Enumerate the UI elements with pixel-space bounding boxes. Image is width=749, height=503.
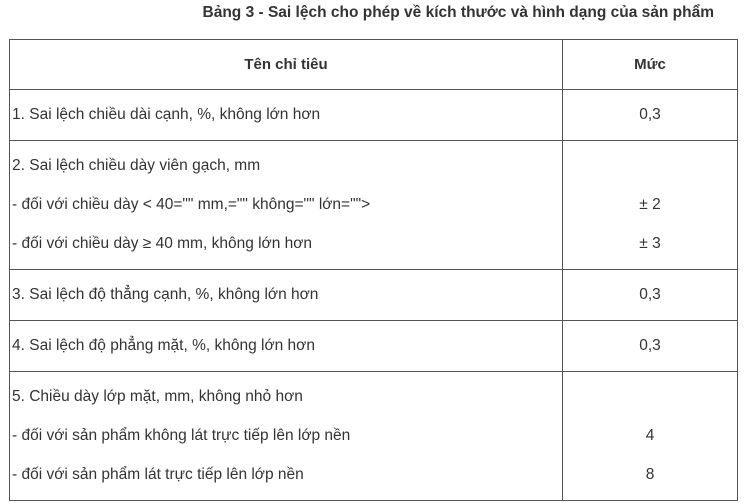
blank-level: [563, 377, 737, 416]
row-level: [563, 372, 738, 501]
row-name: [10, 141, 563, 270]
row-level: [563, 141, 738, 270]
table-row: [10, 372, 738, 501]
blank-level: [563, 146, 737, 185]
table-caption: Bảng 3 - Sai lệch cho phép về kích thước và hình dạng của sản phẩm: [202, 4, 714, 21]
sub-item-name: - đối với chiều dày ≥ 40 mm, không lớn hơn: [12, 235, 313, 252]
row-name: 4. Sai lệch độ phẳng mặt, %, không lớn hơn: [10, 321, 563, 372]
row-title: 5. Chiều dày lớp mặt, mm, không nhỏ hơn: [12, 388, 303, 405]
header-name: Tên chỉ tiêu: [10, 40, 563, 90]
row-level: 0,3: [563, 270, 738, 321]
sub-item-name: - đối với chiều dày < 40="" mm,="" không="" lớn="">: [12, 196, 371, 213]
sub-item-level: ± 2: [639, 196, 661, 213]
sub-item-name: - đối với sản phẩm không lát trực tiếp lên lớp nền: [12, 427, 351, 444]
sub-item-level: 4: [645, 427, 655, 444]
row-title: 2. Sai lệch chiều dày viên gạch, mm: [12, 157, 261, 174]
row-name: 3. Sai lệch độ thẳng cạnh, %, không lớn hơn: [10, 270, 563, 321]
table-row: [10, 90, 738, 141]
row-name: [10, 372, 563, 501]
row-level: 0,3: [563, 321, 738, 372]
table-row: [10, 321, 738, 372]
table-row: [10, 270, 738, 321]
table-header-row: [10, 40, 738, 90]
spec-table: [9, 39, 738, 501]
sub-item-name: - đối với sản phẩm lát trực tiếp lên lớp nền: [12, 466, 304, 483]
sub-item-level: 8: [645, 466, 655, 483]
row-level: 0,3: [563, 90, 738, 141]
sub-item-level: ± 3: [639, 235, 661, 252]
header-level: Mức: [563, 40, 738, 90]
row-name: 1. Sai lệch chiều dài cạnh, %, không lớn hơn: [10, 90, 563, 141]
table-row: [10, 141, 738, 270]
